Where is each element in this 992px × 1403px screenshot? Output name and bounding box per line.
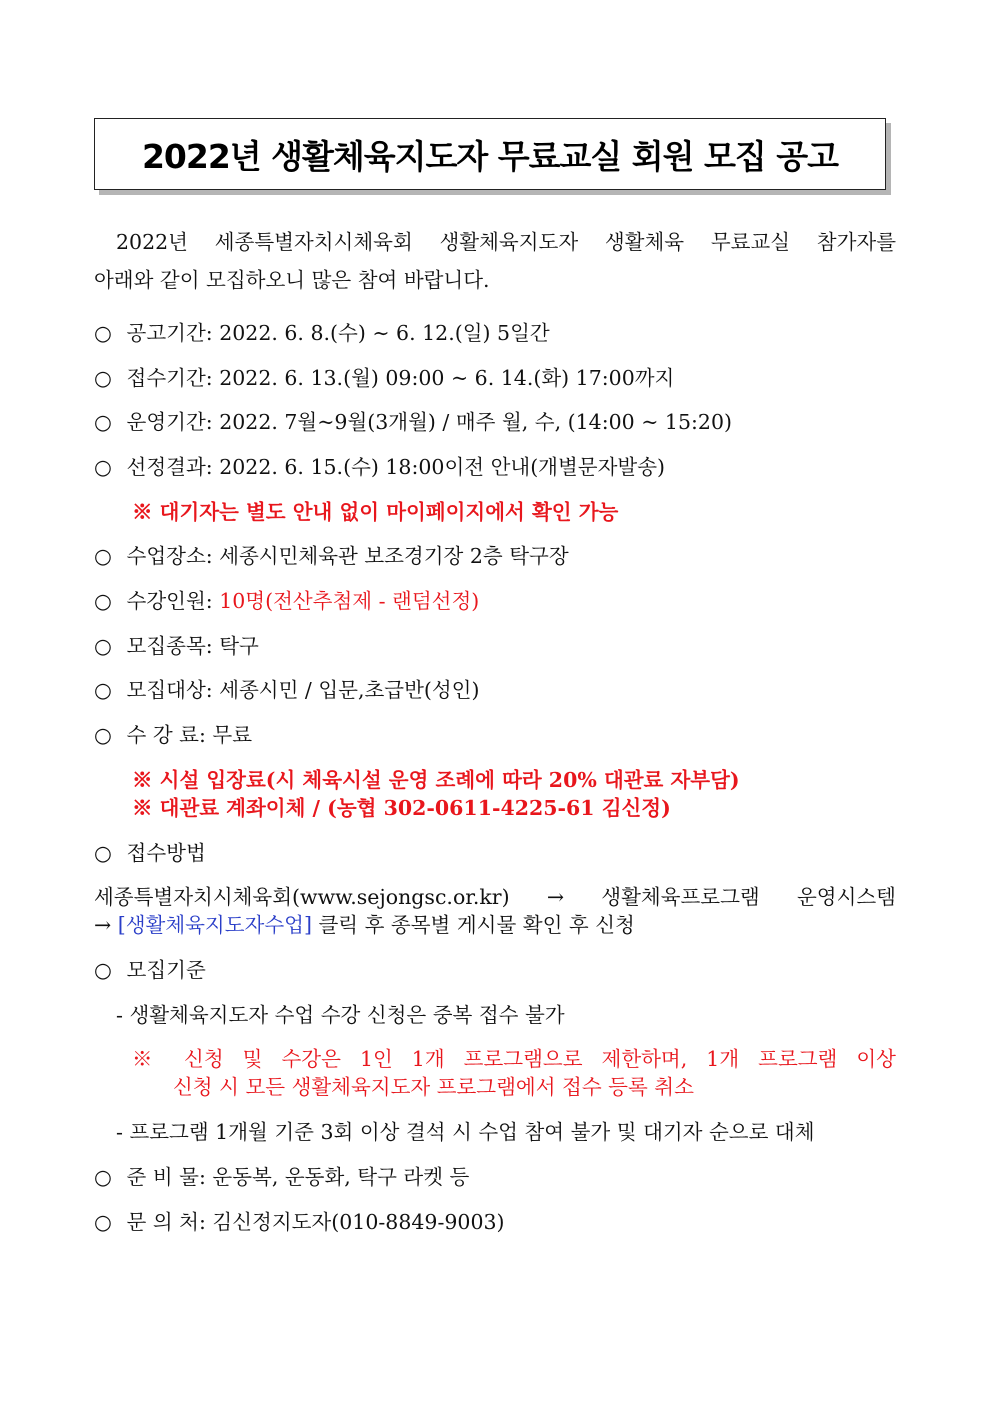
sport-row bbox=[94, 632, 259, 660]
notice-period-value: 2022. 6. 8.(수) ∼ 6. 12.(일) 5일간 bbox=[219, 321, 550, 345]
contact-value: 김신정지도자(010-8849-9003) bbox=[212, 1210, 505, 1234]
note-mark-icon: ※ bbox=[132, 796, 153, 820]
operation-period-label: 운영기간: bbox=[126, 410, 213, 434]
notice-period-label: 공고기간: bbox=[126, 321, 213, 345]
capacity-value: 10명(전산추첨제 - 랜덤선정) bbox=[219, 589, 480, 613]
note-mark-icon: ※ bbox=[132, 500, 153, 524]
intro-line-2: 아래와 같이 모집하오니 많은 참여 바랍니다. bbox=[94, 268, 490, 292]
bullet-circle-icon: ○ bbox=[94, 455, 112, 479]
arrow-right-icon: → bbox=[94, 913, 112, 937]
selection-result-value: 2022. 6. 15.(수) 18:00이전 안내(개별문자발송) bbox=[219, 455, 666, 479]
selection-result-row bbox=[94, 453, 665, 481]
supplies-value: 운동복, 운동화, 탁구 라켓 등 bbox=[212, 1165, 470, 1189]
criteria-note-line-2: 신청 시 모든 생활체육지도자 프로그램에서 접수 등록 취소 bbox=[173, 1075, 694, 1099]
bullet-circle-icon: ○ bbox=[94, 723, 112, 747]
bullet-circle-icon: ○ bbox=[94, 634, 112, 658]
fee-note-2 bbox=[132, 794, 671, 822]
selection-note-text: 대기자는 별도 안내 없이 마이페이지에서 확인 가능 bbox=[159, 500, 619, 524]
fee-note-1-text: 시설 입장료(시 체육시설 운영 조례에 따라 20% 대관료 자부담) bbox=[159, 768, 740, 792]
criteria-note-line-1-text: 신청 및 수강은 1인 1개 프로그램으로 제한하며, 1개 프로그램 이상 bbox=[184, 1047, 896, 1071]
reception-period-label: 접수기간: bbox=[126, 366, 213, 390]
contact-row bbox=[94, 1208, 505, 1236]
method-line-2-rest: 클릭 후 종목별 게시물 확인 후 신청 bbox=[318, 913, 635, 937]
criteria-dash-1: - 생활체육지도자 수업 수강 신청은 중복 접수 불가 bbox=[116, 1003, 565, 1027]
bullet-circle-icon: ○ bbox=[94, 958, 112, 982]
bullet-circle-icon: ○ bbox=[94, 410, 112, 434]
criteria-row bbox=[94, 956, 206, 984]
fee-note-2-text: 대관료 계좌이체 / (농협 302-0611-4225-61 김신정) bbox=[159, 796, 671, 820]
criteria-label: 모집기준 bbox=[126, 958, 206, 982]
sport-value: 탁구 bbox=[219, 634, 259, 658]
capacity-row bbox=[94, 587, 479, 615]
contact-label: 문 의 처: bbox=[126, 1210, 206, 1234]
intro-line-1: 2022년 세종특별자치시체육회 생활체육지도자 생활체육 무료교실 참가자를 bbox=[116, 230, 896, 254]
venue-label: 수업장소: bbox=[126, 544, 213, 568]
supplies-label: 준 비 물: bbox=[126, 1165, 206, 1189]
bullet-circle-icon: ○ bbox=[94, 678, 112, 702]
bullet-circle-icon: ○ bbox=[94, 1165, 112, 1189]
note-mark-icon: ※ bbox=[132, 1047, 166, 1071]
reception-period-value: 2022. 6. 13.(월) 09:00 ~ 6. 14.(화) 17:00까지 bbox=[219, 366, 675, 390]
selection-note bbox=[132, 498, 618, 526]
bullet-circle-icon: ○ bbox=[94, 841, 112, 865]
operation-period-row bbox=[94, 408, 732, 436]
bullet-circle-icon: ○ bbox=[94, 589, 112, 613]
criteria-dash-2: - 프로그램 1개월 기준 3회 이상 결석 시 수업 참여 불가 및 대기자 순으로 대체 bbox=[116, 1120, 815, 1144]
target-value: 세종시민 / 입문,초급반(성인) bbox=[219, 678, 480, 702]
bullet-circle-icon: ○ bbox=[94, 366, 112, 390]
method-link[interactable]: [생활체육지도자수업] bbox=[117, 913, 312, 937]
target-label: 모집대상: bbox=[126, 678, 213, 702]
method-line-2 bbox=[94, 911, 635, 939]
reception-period-row bbox=[94, 364, 674, 392]
method-label: 접수방법 bbox=[126, 841, 206, 865]
bullet-circle-icon: ○ bbox=[94, 544, 112, 568]
selection-result-label: 선정결과: bbox=[126, 455, 213, 479]
fee-row bbox=[94, 721, 252, 749]
venue-row bbox=[94, 542, 569, 570]
fee-label: 수 강 료: bbox=[126, 723, 206, 747]
page-title: 2022년 생활체육지도자 무료교실 회원 모집 공고 bbox=[141, 136, 839, 176]
method-row bbox=[94, 839, 206, 867]
venue-value: 세종시민체육관 보조경기장 2층 탁구장 bbox=[219, 544, 569, 568]
title-box bbox=[94, 118, 886, 190]
fee-note-1 bbox=[132, 766, 740, 794]
sport-label: 모집종목: bbox=[126, 634, 213, 658]
note-mark-icon: ※ bbox=[132, 768, 153, 792]
bullet-circle-icon: ○ bbox=[94, 1210, 112, 1234]
method-line-1: 세종특별자치시체육회(www.sejongsc.or.kr) → 생활체육프로그램 운영시스템 bbox=[94, 885, 896, 909]
bullet-circle-icon: ○ bbox=[94, 321, 112, 345]
operation-period-value: 2022. 7월~9월(3개월) / 매주 월, 수, (14:00 ~ 15:20) bbox=[219, 410, 732, 434]
fee-value: 무료 bbox=[212, 723, 253, 747]
supplies-row bbox=[94, 1163, 469, 1191]
criteria-note-line-1 bbox=[132, 1045, 896, 1073]
notice-period-row bbox=[94, 319, 550, 347]
capacity-label: 수강인원: bbox=[126, 589, 213, 613]
target-row bbox=[94, 676, 479, 704]
